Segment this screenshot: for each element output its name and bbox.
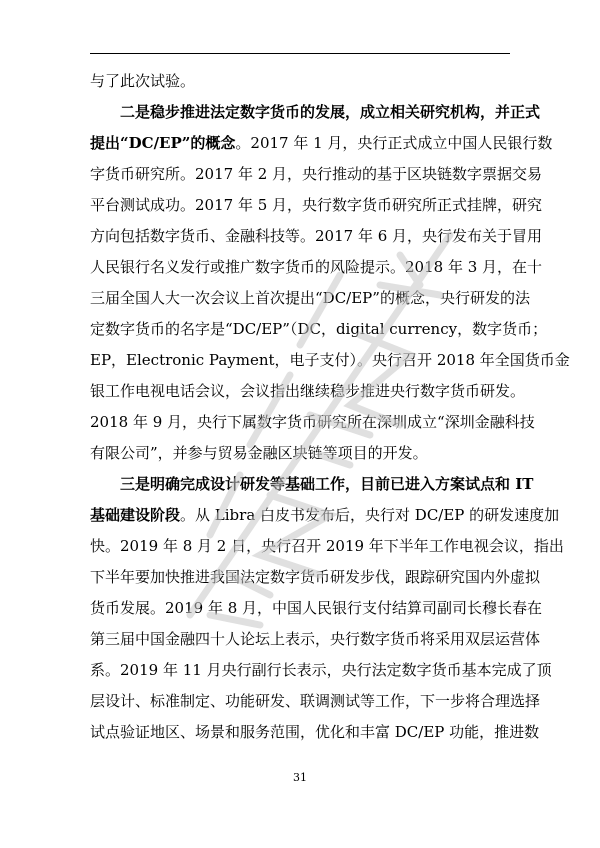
text-line: EP，Electronic Payment，电子支付）。央行召开 2018 年全国货币金: [90, 351, 570, 369]
text-line: 试点验证地区、场景和服务范围，优化和丰富 DC/EP 功能，推进数: [90, 723, 540, 741]
text-line: 有限公司”，并参与贸易金融区块链等项目的开发。: [90, 444, 428, 462]
header-rule: [90, 53, 510, 54]
text-line: 快。2019 年 8 月 2 日，央行召开 2019 年下半年工作电视会议，指出: [90, 537, 564, 555]
page-number: 31: [293, 771, 307, 784]
text-line: 方向包括数字货币、金融科技等。2017 年 6 月，央行发布关于冒用: [90, 227, 543, 245]
text-line: 第三届中国金融四十人论坛上表示，央行数字货币将采用双层运营体: [90, 630, 541, 648]
text-line: 货币发展。2019 年 8 月，中国人民银行支付结算司副司长穆长春在: [90, 599, 543, 617]
text-line: 下半年要加快推进我国法定数字货币研发步伐，跟踪研究国内外虚拟: [90, 568, 541, 586]
text-line: [90, 128, 553, 159]
text-line: 系。2019 年 11 月央行副行长表示，央行法定数字货币基本完成了顶: [90, 661, 552, 679]
text-line: 三是明确完成设计研发等基础工作，目前已进入方案试点和 IT: [120, 475, 534, 493]
document-body: [90, 66, 570, 748]
bold-heading-fragment: 基础建设阶段: [90, 506, 181, 524]
text-line: 三届全国人大一次会议上首次提出“DC/EP”的概念，央行研发的法: [90, 289, 530, 307]
text-line: 2018 年 9 月，央行下属数字货币研究所在深圳成立“深圳金融科技: [90, 413, 535, 431]
bold-heading-fragment: 提出“DC/EP”的概念: [90, 134, 236, 152]
text-line: 二是稳步推进法定数字货币的发展，成立相关研究机构，并正式: [120, 103, 541, 121]
text-line: 人民银行名义发行或推广数字货币的风险提示。2018 年 3 月，在十: [90, 258, 543, 276]
text-line: 银工作电视电话会议，会议指出继续稳步推进央行数字货币研发。: [90, 382, 526, 400]
text-fragment: 。2017 年 1 月，央行正式成立中国人民银行数: [235, 134, 553, 152]
text-line: [90, 500, 560, 531]
text-line: 定数字货币的名字是“DC/EP”（DC，digital currency，数字货币；: [90, 320, 548, 338]
text-line: 字货币研究所。2017 年 2 月，央行推动的基于区块链数字票据交易: [90, 165, 543, 183]
text-fragment: 。从 Libra 白皮书发布后，央行对 DC/EP 的研发速度加: [180, 506, 560, 524]
text-line: 平台测试成功。2017 年 5 月，央行数字货币研究所正式挂牌，研究: [90, 196, 543, 214]
text-line: 与了此次试验。: [90, 72, 196, 90]
text-line: 层设计、标准制定、功能研发、联调测试等工作，下一步将合理选择: [90, 692, 541, 710]
